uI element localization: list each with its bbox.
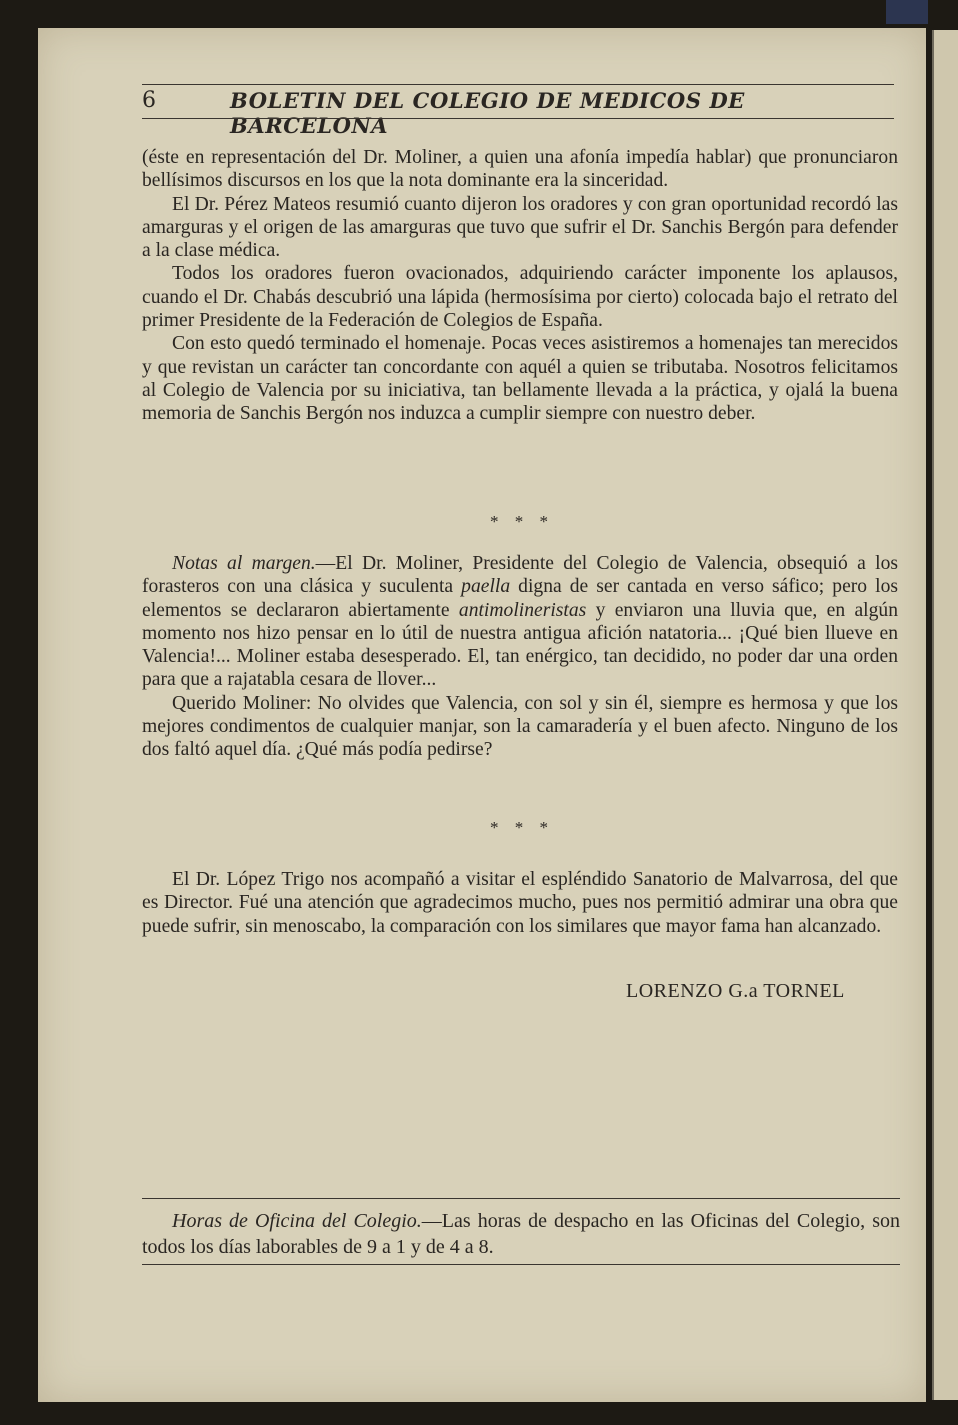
office-hours-paragraph: [142, 1208, 900, 1260]
notes-paragraph: Querido Moliner: No olvides que Valencia, con sol y sin él, siempre es hermosa y que los mejores condimentos de cualquier manjar, son la camaradería y el buen afecto. Ninguno de los dos faltó aquel día. ¿Qué más podía pedirse?: [142, 692, 898, 761]
notes-emphasis: antimolineristas: [458, 599, 587, 621]
office-hours-text: —Las horas de despacho en las Oficinas del Colegio, son todos los días laborables de 9 a 1 y de 4 a 8.: [142, 1210, 901, 1258]
page-header: [142, 88, 890, 138]
page-number: 6: [142, 88, 156, 113]
office-hours-note: [142, 1208, 900, 1260]
notes-text: —El Dr. Moliner, Presidente del Colegio de Valencia, obsequió a los forasteros con una clásica y suculenta: [142, 553, 898, 598]
author-signature: LORENZO G.a TORNEL: [626, 980, 845, 1002]
notes-section: [142, 552, 898, 762]
article-body: [142, 146, 898, 426]
notes-paragraph: [142, 552, 898, 692]
running-title: BOLETIN DEL COLEGIO DE MEDICOS DE BARCELONA: [230, 88, 745, 138]
article-paragraph: El Dr. Pérez Mateos resumió cuanto dijeron los oradores y con gran oportunidad recordó las amarguras y el origen de las amarguras que tuvo que sufrir el Dr. Sanchis Bergón para defender a la clase médica.: [142, 193, 898, 262]
notes-title: Notas al margen.: [172, 553, 316, 574]
section-separator: * * *: [490, 512, 554, 531]
binding-tab: [886, 0, 928, 24]
article-paragraph: Con esto quedó terminado el homenaje. Pocas veces asistiremos a homenajes tan merecidos y que revistan un carácter tan concordante con aquél a quien se tributaba. Nosotros felicitamos al Colegio de Valencia por su iniciativa, tan bellamente llevada a la práctica, y ojalá la buena memoria de Sanchis Bergón nos induzca a cumplir siempre con nuestro deber.: [142, 333, 898, 425]
notes-text: y enviaron una lluvia que, en algún momento nos hizo pensar en lo útil de nuestra antigua afición natatoria... ¡Qué bien llueve en Valencia!... Moliner estaba desesperado. El, tan enérgico, tan decidido, no poder dar una orden para que a rajatabla cesara de llover...: [142, 599, 898, 691]
section-separator: * * *: [490, 818, 554, 837]
sanatorio-paragraph: El Dr. López Trigo nos acompañó a visitar el espléndido Sanatorio de Malvarrosa, del que es Director. Fué una atención que agradecimos mucho, pues nos permitió admirar una obra que puede sufrir, sin menoscabo, la comparación con los similares que mayor fama han alcanzado.: [142, 869, 898, 937]
notes-text: digna de ser cantada en verso sáfico; pero los elementos se declararon abiertamente: [142, 576, 899, 621]
footer-bottom-rule: [142, 1264, 900, 1265]
footer-top-rule: [142, 1198, 900, 1199]
header-top-rule: [142, 84, 894, 85]
article-paragraph: (éste en representación del Dr. Moliner, a quien una afonía impedía hablar) que pronunciaron bellísimos discursos en los que la nota dominante era la sinceridad.: [142, 147, 898, 192]
notes-emphasis: paella: [461, 576, 511, 598]
office-hours-title: Horas de Oficina del Colegio.: [172, 1210, 422, 1232]
next-page-edge: [932, 30, 958, 1400]
sanatorio-section: [142, 868, 898, 938]
header-bottom-rule: [142, 118, 894, 119]
article-paragraph: Todos los oradores fueron ovacionados, adquiriendo carácter imponente los aplausos, cuando el Dr. Chabás descubrió una lápida (hermosísima por cierto) colocada bajo el retrato del primer Presidente de la Federación de Colegios de España.: [142, 263, 898, 332]
